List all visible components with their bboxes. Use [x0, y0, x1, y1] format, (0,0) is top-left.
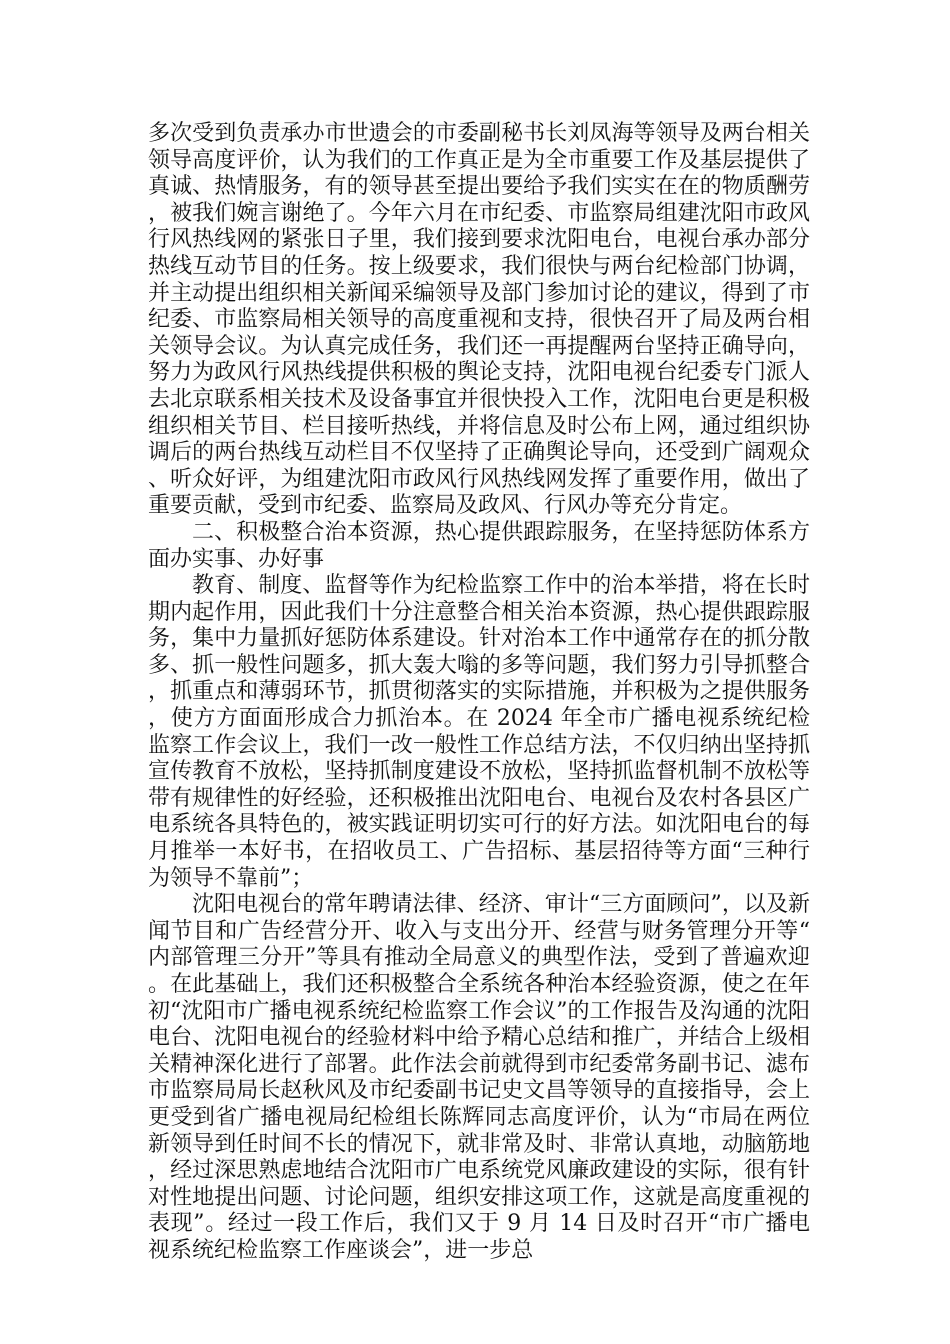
body-paragraph-4: 沈阳电视台的常年聘请法律、经济、审计“三方面顾问”，以及新闻节目和广告经营分开、收入与支出分开、经营与财务管理分开等“内部管理三分开”等具有推动全局意义的典型作法，受到了普遍欢迎。在此基础上，我们还积极整合全系统各种治本经验资源，使之在年初“沈阳市广播电视系统纪检监察工作会议”的工作报告及沟通的沈阳电台、沈阳电视台的经验材料中给予精心总结和推广，并结合上级相关精神深化进行了部署。此作法会前就得到市纪委常务副书记、滤布市监察局局长赵秋风及市纪委副书记史文昌等领导的直接指导，会上更受到省广播电视局纪检组长陈辉同志高度评价，认为“市局在两位新领导到任时间不长的情况下，就非常及时、非常认真地，动脑筋地，经过深思熟虑地结合沈阳市广电系统党风廉政建设的实际，很有针对性地提出问题、讨论问题，组织安排这项工作，这就是高度重视的表现”。经过一段工作后，我们又于 9 月 14 日及时召开“市广播电视系统纪检监察工作座谈会”，进一步总	[148, 892, 810, 1263]
body-paragraph-3: 教育、制度、监督等作为纪检监察工作中的治本举措，将在长时期内起作用，因此我们十分注意整合相关治本资源，热心提供跟踪服务，集中力量抓好惩防体系建设。针对治本工作中通常存在的抓分散多、抓一般性问题多，抓大轰大嗡的多等问题，我们努力引导抓整合，抓重点和薄弱环节，抓贯彻落实的实际措施，并积极为之提供服务，使方方面面形成合力抓治本。在 2024 年全市广播电视系统纪检监察工作会议上，我们一改一般性工作总结方法，不仅归纳出坚持抓宣传教育不放松，坚持抓制度建设不放松，坚持抓监督机制不放松等带有规律性的好经验，还积极推出沈阳电台、电视台及农村各县区广电系统各具特色的，被实践证明切实可行的好方法。如沈阳电台的每月推举一本好书，在招收员工、广告招标、基层招待等方面“三种行为领导不靠前”；	[148, 573, 810, 891]
body-paragraph-1: 多次受到负责承办市世遗会的市委副秘书长刘凤海等领导及两台相关领导高度评价，认为我们的工作真正是为全市重要工作及基层提供了真诚、热情服务，有的领导甚至提出要给予我们实实在在的物质酬劳，被我们婉言谢绝了。今年六月在市纪委、市监察局组建沈阳市政风行风热线网的紧张日子里，我们接到要求沈阳电台，电视台承办部分热线互动节目的任务。按上级要求，我们很快与两台纪检部门协调，并主动提出组织相关新闻采编领导及部门参加讨论的建议，得到了市纪委、市监察局相关领导的高度重视和支持，很快召开了局及两台相关领导会议。为认真完成任务，我们还一再提醒两台坚持正确导向，努力为政风行风热线提供积极的舆论支持，沈阳电视台纪委专门派人去北京联系相关技术及设备事宜并很快投入工作，沈阳电台更是积极组织相关节目、栏目接听热线，并将信息及时公布上网，通过组织协调后的两台热线互动栏目不仅坚持了正确舆论导向，还受到广阔观众、听众好评，为组建沈阳市政风行风热线网发挥了重要作用，做出了重要贡献，受到市纪委、监察局及政风、行风办等充分肯定。	[148, 121, 810, 519]
document-page	[148, 121, 810, 1265]
section-heading-2: 二、积极整合治本资源，热心提供跟踪服务，在坚持惩防体系方面办实事、办好事	[148, 519, 810, 572]
